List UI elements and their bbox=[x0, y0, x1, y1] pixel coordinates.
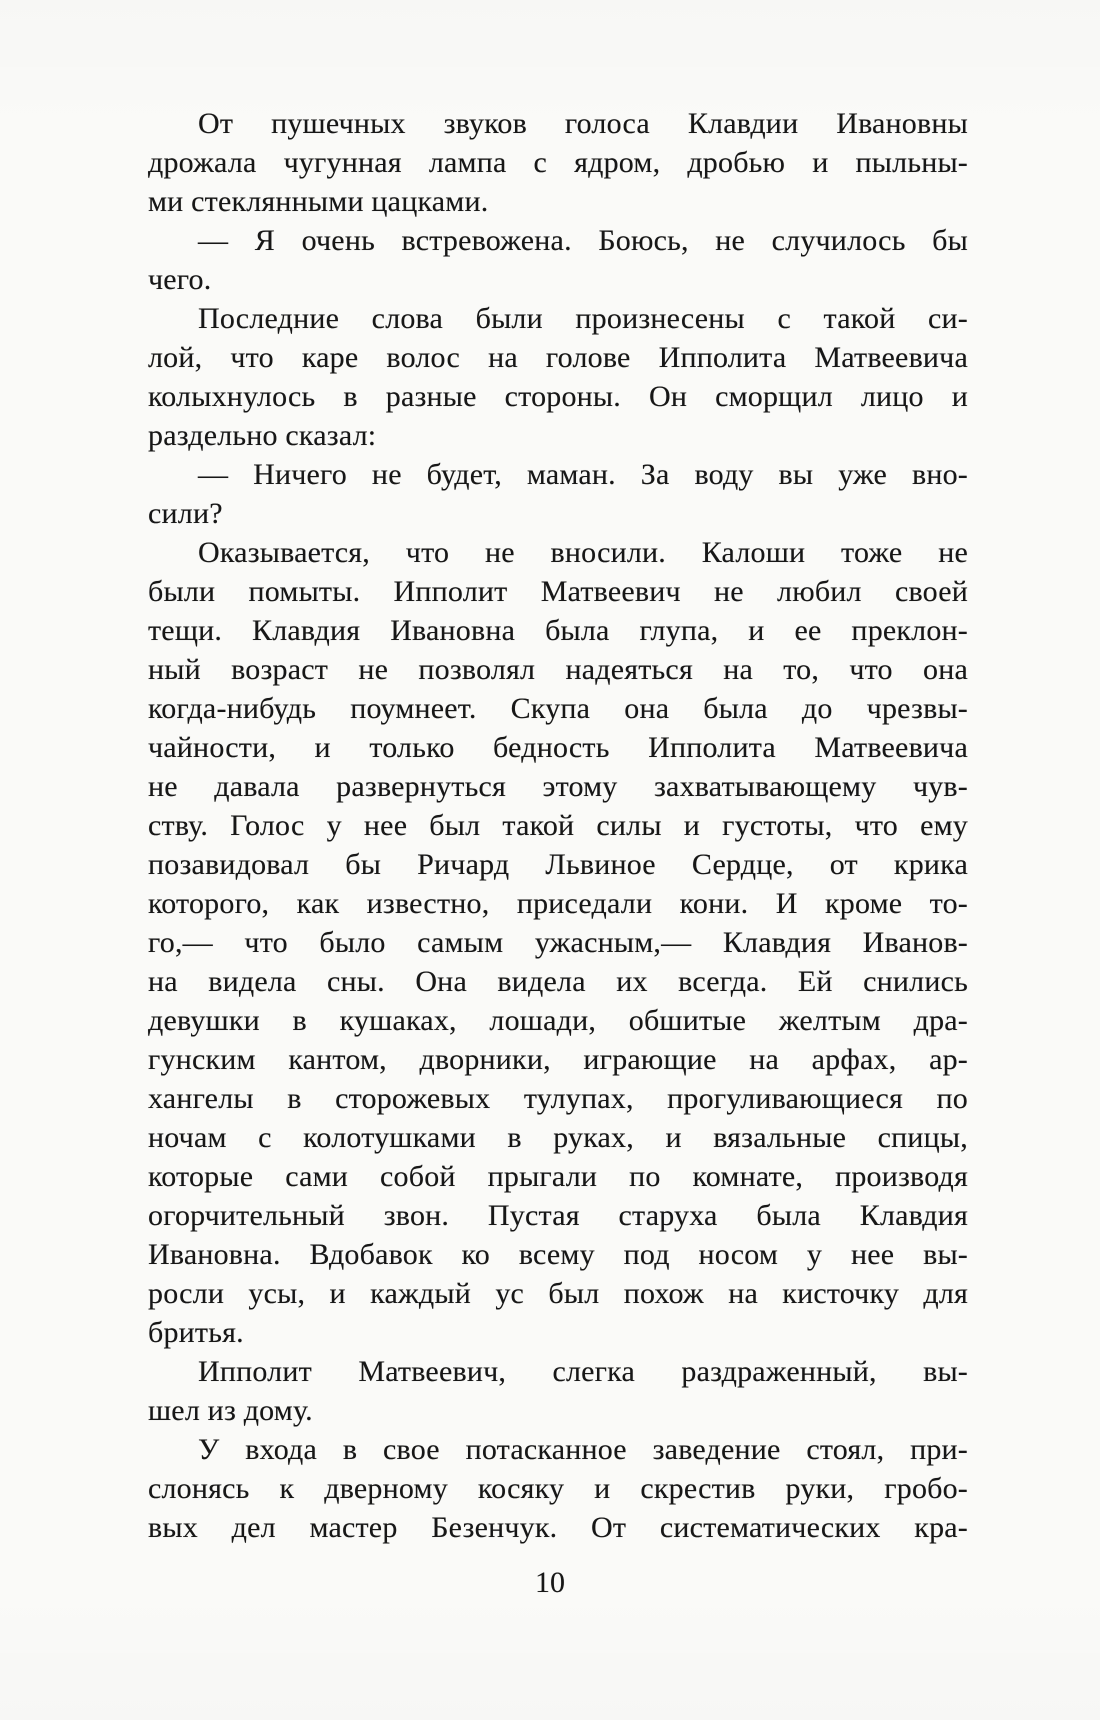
text-line: ству. Голос у нее был такой силы и густоты, что ему bbox=[148, 809, 968, 842]
paragraph bbox=[148, 1430, 968, 1547]
text-block bbox=[148, 104, 968, 1547]
text-line: хангелы в сторожевых тулупах, прогуливающиеся по bbox=[148, 1082, 968, 1115]
paragraph bbox=[148, 104, 968, 221]
text-line: девушки в кушаках, лошади, обшитые желтым дра- bbox=[148, 1004, 968, 1037]
text-line: От пушечных звуков голоса Клавдии Ивановны bbox=[198, 107, 968, 140]
text-line: тещи. Клавдия Ивановна была глупа, и ее преклон- bbox=[148, 614, 968, 647]
text-line: ми стеклянными цацками. bbox=[148, 185, 489, 218]
text-line: — Ничего не будет, маман. За воду вы уже вно- bbox=[198, 458, 968, 491]
text-line: го,— что было самым ужасным,— Клавдия Иванов- bbox=[148, 926, 968, 959]
text-line: Ивановна. Вдобавок ко всему под носом у нее вы- bbox=[148, 1238, 968, 1271]
text-line: не давала развернуться этому захватывающему чув- bbox=[148, 770, 968, 803]
text-line: У входа в свое потасканное заведение стоял, при- bbox=[198, 1433, 968, 1466]
text-line: дрожала чугунная лампа с ядром, дробью и пыльны- bbox=[148, 146, 968, 179]
text-line: которого, как известно, приседали кони. И кроме то- bbox=[148, 887, 968, 920]
text-line: огорчительный звон. Пустая старуха была Клавдия bbox=[148, 1199, 968, 1232]
text-line: бритья. bbox=[148, 1316, 244, 1349]
text-line: когда-нибудь поумнеет. Скупа она была до чрезвы- bbox=[148, 692, 968, 725]
text-line: колыхнулось в разные стороны. Он сморщил лицо и bbox=[148, 380, 968, 413]
paragraph bbox=[148, 1352, 968, 1430]
text-line: — Я очень встревожена. Боюсь, не случилось бы bbox=[198, 224, 968, 257]
page-number: 10 bbox=[535, 1566, 565, 1599]
text-line: ночам с колотушками в руках, и вязальные спицы, bbox=[148, 1121, 968, 1154]
text-line: позавидовал бы Ричард Львиное Сердце, от крика bbox=[148, 848, 968, 881]
paragraph bbox=[148, 299, 968, 455]
text-line: вых дел мастер Безенчук. От систематических кра- bbox=[148, 1511, 968, 1544]
paragraph bbox=[148, 533, 968, 1352]
text-line: Оказывается, что не вносили. Калоши тоже не bbox=[198, 536, 968, 569]
text-line: на видела сны. Она видела их всегда. Ей снились bbox=[148, 965, 968, 998]
text-line: лой, что каре волос на голове Ипполита Матвеевича bbox=[148, 341, 968, 374]
text-line: чего. bbox=[148, 263, 212, 296]
text-line: были помыты. Ипполит Матвеевич не любил своей bbox=[148, 575, 968, 608]
text-line: сили? bbox=[148, 497, 223, 530]
text-line: гунским кантом, дворники, играющие на арфах, ар- bbox=[148, 1043, 968, 1076]
paragraph bbox=[148, 221, 968, 299]
text-line: росли усы, и каждый ус был похож на кисточку для bbox=[148, 1277, 968, 1310]
text-line: слонясь к дверному косяку и скрестив руки, гробо- bbox=[148, 1472, 968, 1505]
text-line: раздельно сказал: bbox=[148, 419, 377, 452]
text-line: чайности, и только бедность Ипполита Матвеевича bbox=[148, 731, 968, 764]
text-line: Ипполит Матвеевич, слегка раздраженный, вы- bbox=[198, 1355, 968, 1388]
text-line: ный возраст не позволял надеяться на то, что она bbox=[148, 653, 968, 686]
text-line: шел из дому. bbox=[148, 1394, 313, 1427]
text-line: которые сами собой прыгали по комнате, производя bbox=[148, 1160, 968, 1193]
text-line: Последние слова были произнесены с такой си- bbox=[198, 302, 968, 335]
paragraph bbox=[148, 455, 968, 533]
